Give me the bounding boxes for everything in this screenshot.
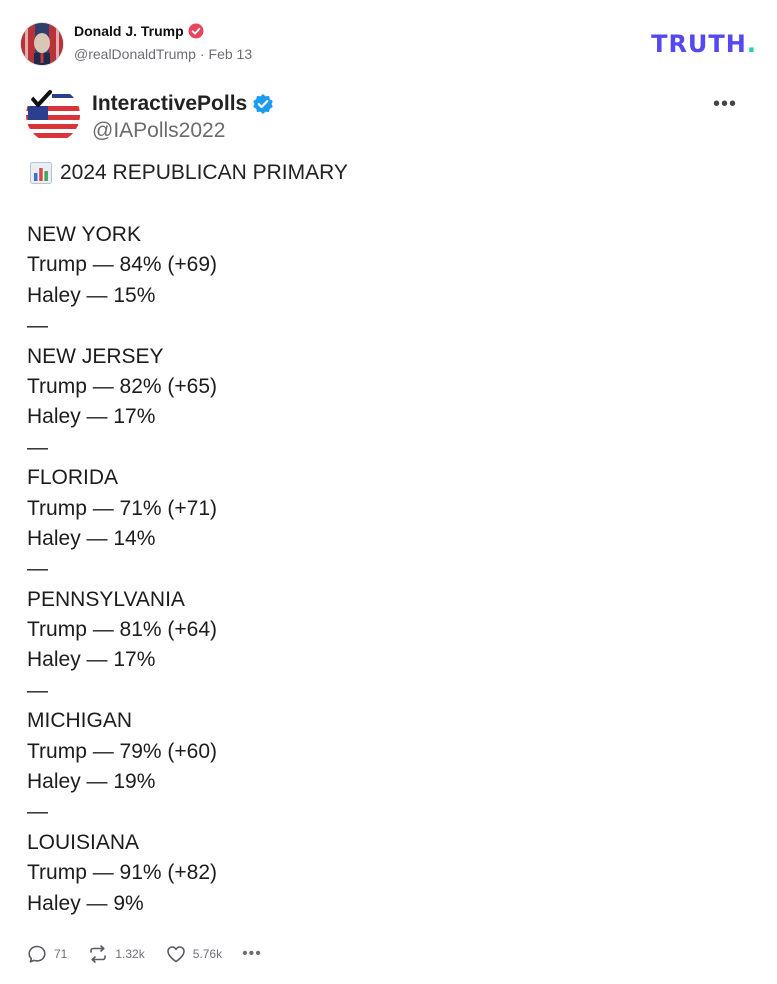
author-avatar-image	[21, 23, 63, 65]
author-name[interactable]	[74, 23, 204, 39]
like-button[interactable]	[165, 943, 222, 965]
bar-chart-emoji-icon	[30, 162, 52, 184]
truth-logo-text: TRUTH	[651, 30, 747, 58]
state-separator: —	[27, 557, 48, 581]
haley-result: Haley — 17%	[27, 405, 156, 429]
author-meta	[74, 46, 252, 62]
like-count: 5.76k	[192, 947, 223, 961]
truth-logo[interactable]	[651, 30, 757, 58]
state-separator: —	[27, 800, 48, 824]
trump-result: Trump — 79% (+60)	[27, 739, 218, 763]
author-handle[interactable]: @realDonaldTrump	[74, 46, 196, 62]
state-name: FLORIDA	[27, 466, 119, 490]
state-name: LOUISIANA	[27, 830, 140, 854]
state-block-new-york	[27, 220, 627, 342]
haley-result: Haley — 9%	[27, 891, 144, 915]
post-header	[20, 20, 757, 66]
state-block-louisiana	[27, 828, 627, 919]
more-icon: •••	[242, 945, 262, 962]
haley-result: Haley — 14%	[27, 526, 156, 550]
more-options-button[interactable]	[242, 946, 262, 962]
flag-checkmark-logo-icon	[26, 88, 80, 142]
post-image[interactable]	[20, 80, 757, 930]
poll-title	[30, 161, 348, 185]
trump-result: Trump — 84% (+69)	[27, 253, 218, 277]
trump-result: Trump — 91% (+82)	[27, 861, 218, 885]
haley-result: Haley — 17%	[27, 648, 156, 672]
state-separator: —	[27, 678, 48, 702]
verified-badge-icon	[188, 23, 204, 39]
state-block-pennsylvania	[27, 585, 627, 707]
heart-icon	[165, 943, 187, 965]
haley-result: Haley — 19%	[27, 770, 156, 794]
embed-more-icon: •••	[712, 93, 737, 115]
trump-result: Trump — 71% (+71)	[27, 496, 218, 520]
trump-result: Trump — 81% (+64)	[27, 618, 218, 642]
author-name-text[interactable]: Donald J. Trump	[74, 23, 184, 39]
truth-logo-dot: .	[746, 30, 757, 58]
poll-title-text: 2024 REPUBLICAN PRIMARY	[60, 161, 348, 184]
state-separator: —	[27, 435, 48, 459]
meta-separator: ·	[199, 46, 205, 62]
state-separator: —	[27, 314, 48, 338]
post-date[interactable]: Feb 13	[208, 46, 253, 62]
reply-button[interactable]	[26, 943, 67, 965]
trump-result: Trump — 82% (+65)	[27, 374, 218, 398]
interactivepolls-avatar	[26, 88, 80, 142]
state-name: NEW YORK	[27, 223, 141, 246]
state-block-new-jersey	[27, 342, 627, 464]
state-name: NEW JERSEY	[27, 344, 164, 368]
state-block-michigan	[27, 706, 627, 828]
retruth-icon	[87, 943, 109, 965]
state-name: PENNSYLVANIA	[27, 587, 185, 611]
reply-icon	[26, 943, 48, 965]
verified-blue-badge-icon	[252, 93, 274, 115]
post-action-bar	[26, 942, 282, 966]
retruth-button[interactable]	[87, 943, 144, 965]
author-avatar[interactable]	[20, 22, 64, 66]
state-name: MICHIGAN	[27, 709, 132, 733]
haley-result: Haley — 15%	[27, 283, 156, 307]
reply-count: 71	[54, 947, 68, 961]
interactivepolls-name	[92, 92, 274, 116]
state-block-florida	[27, 463, 627, 585]
poll-results	[27, 220, 627, 919]
interactivepolls-name-text: InteractivePolls	[92, 92, 248, 115]
retruth-count: 1.32k	[115, 947, 145, 961]
interactivepolls-handle: @IAPolls2022	[92, 119, 226, 142]
